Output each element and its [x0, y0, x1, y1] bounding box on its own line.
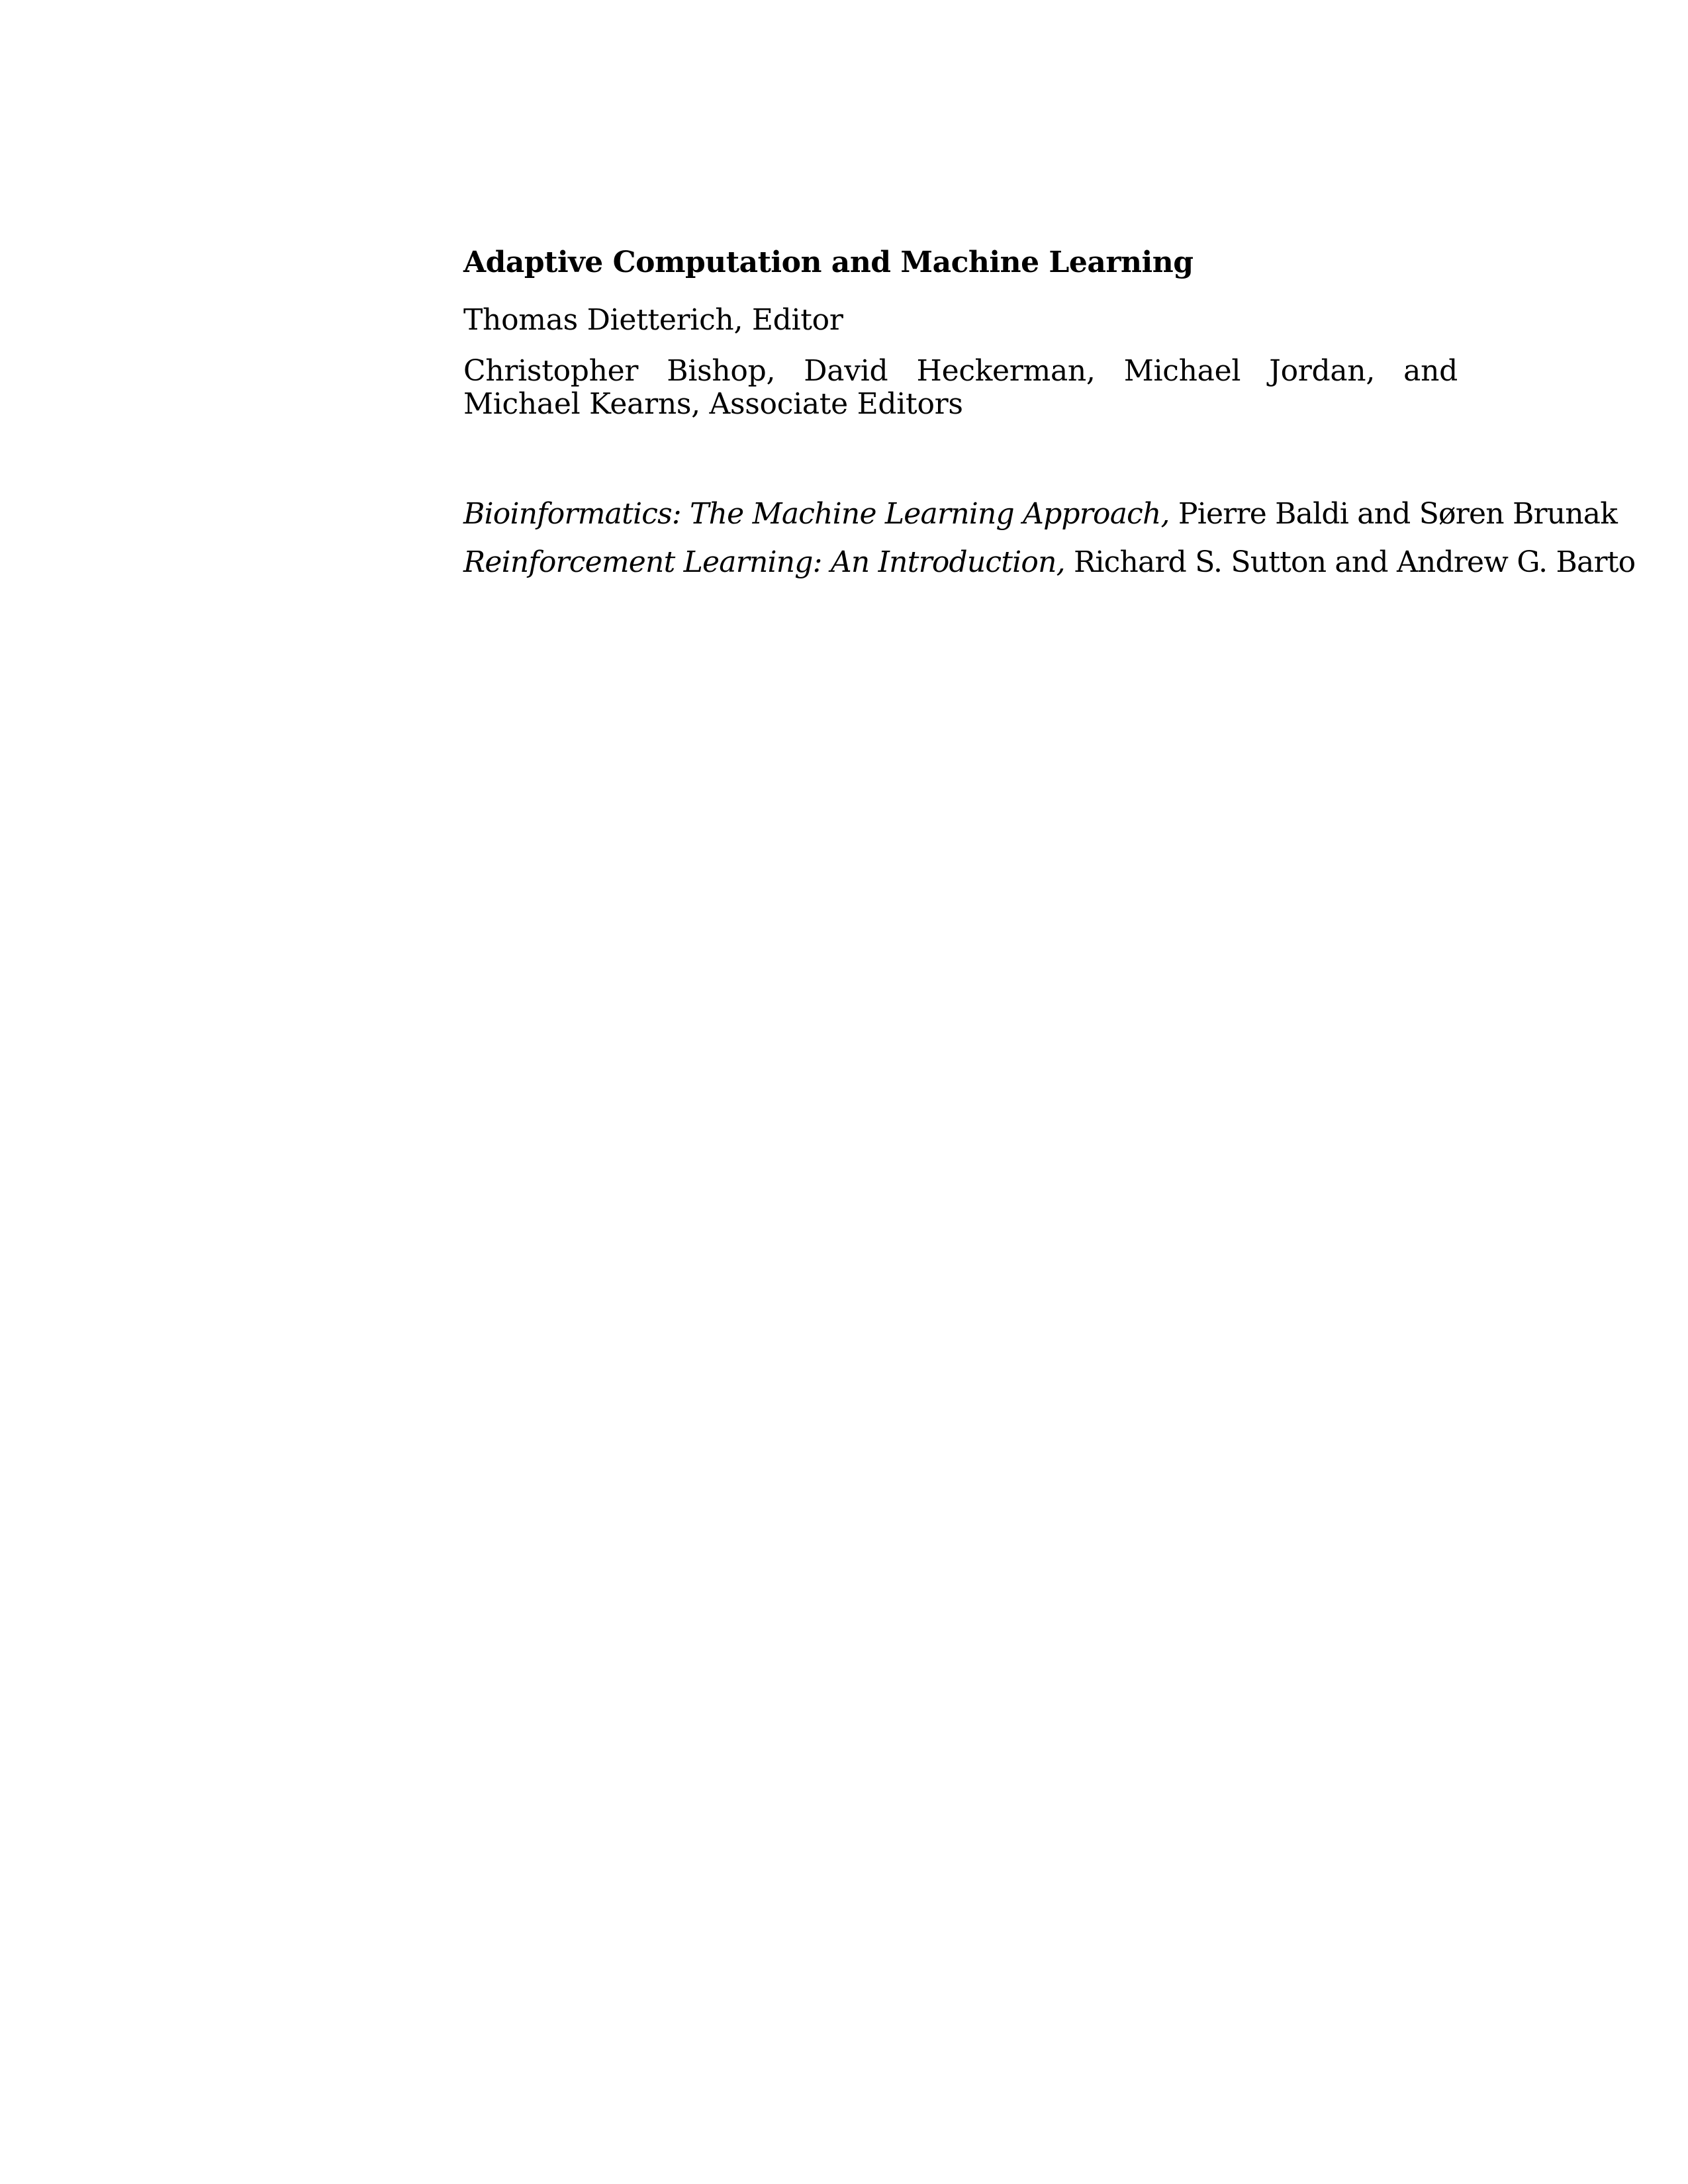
book-title: Bioinformatics: The Machine Learning Approach,: [463, 497, 1170, 531]
associate-editors-line: Christopher Bishop, David Heckerman, Michael Jordan, and Michael Kearns, Associate Editors: [463, 354, 1458, 421]
editor-line: Thomas Dietterich, Editor: [463, 303, 843, 337]
book-authors: Richard S. Sutton and Andrew G. Barto: [1074, 545, 1636, 579]
book-entry: [463, 497, 1618, 531]
book-authors: Pierre Baldi and Søren Brunak: [1178, 497, 1618, 531]
book-entry: [463, 545, 1636, 579]
book-title: Reinforcement Learning: An Introduction,: [463, 545, 1065, 579]
series-title: Adaptive Computation and Machine Learning: [463, 246, 1194, 279]
